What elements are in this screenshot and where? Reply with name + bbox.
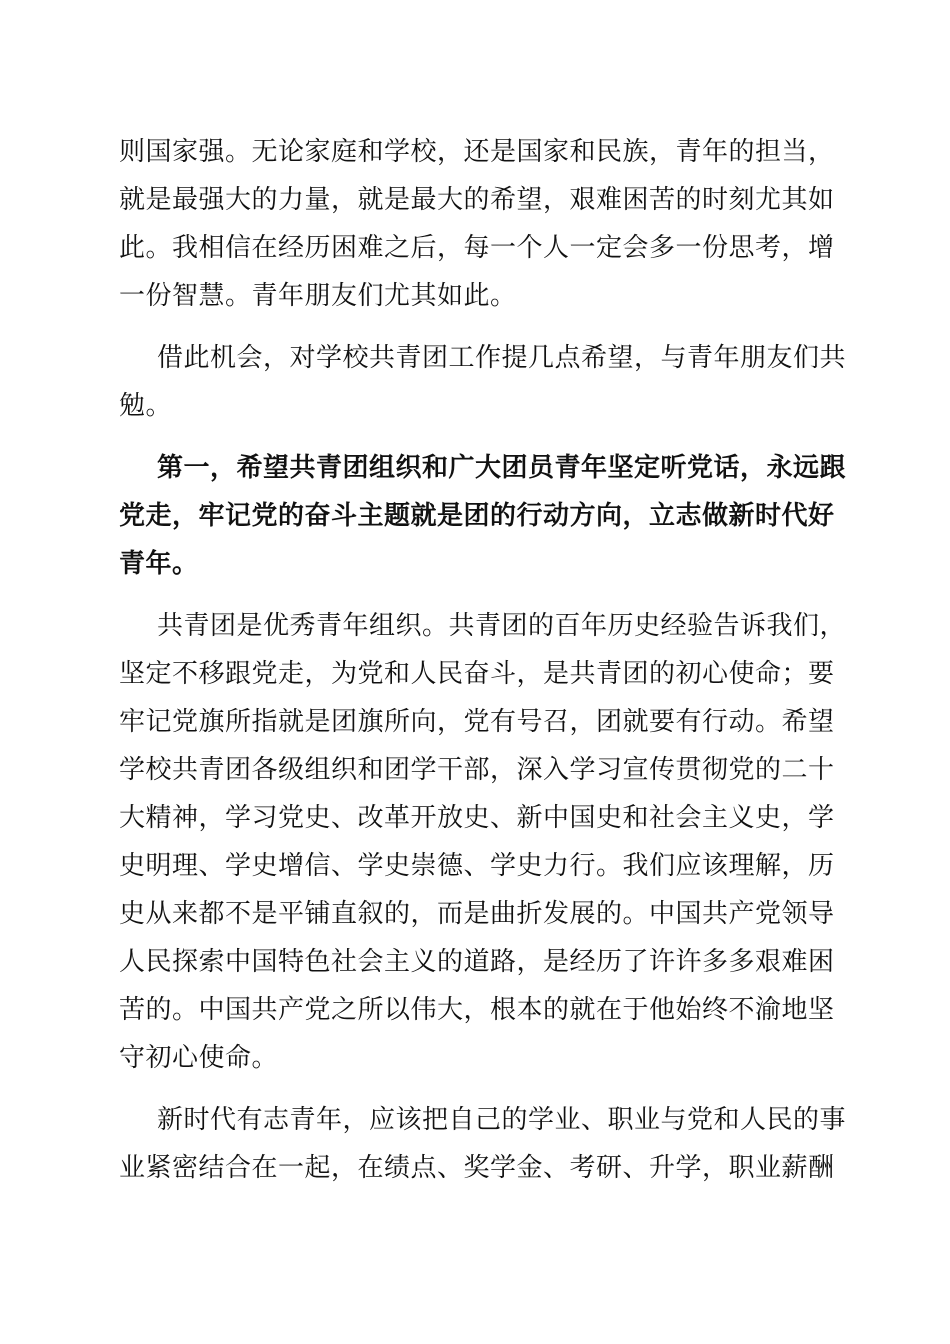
section-heading-1 bbox=[119, 444, 847, 588]
text-line: 史从来都不是平铺直叙的，而是曲折发展的。中国共产党领导 bbox=[119, 899, 835, 929]
paragraph-gap bbox=[119, 1082, 831, 1096]
text-line: 苦的。中国共产党之所以伟大，根本的就在于他始终不渝地坚 bbox=[119, 995, 835, 1025]
text-line: 一份智慧。青年朋友们尤其如此。 bbox=[119, 281, 517, 311]
paragraph-gap bbox=[119, 588, 831, 602]
paragraph-4 bbox=[119, 1096, 847, 1192]
text-line: 史明理、学史增信、学史崇德、学史力行。我们应该理解，历 bbox=[119, 851, 835, 881]
text-line: 此。我相信在经历困难之后，每一个人一定会多一份思考，增 bbox=[119, 233, 835, 263]
text-line: 就是最强大的力量，就是最大的希望，艰难困苦的时刻尤其如 bbox=[119, 185, 835, 215]
text-line: 人民探索中国特色社会主义的道路，是经历了许许多多艰难困 bbox=[119, 947, 835, 977]
text-line: 借此机会，对学校共青团工作提几点希望，与青年朋友们共 bbox=[157, 343, 847, 373]
text-line: 新时代有志青年，应该把自己的学业、职业与党和人民的事 bbox=[157, 1105, 847, 1135]
paragraph-1 bbox=[119, 128, 835, 320]
text-line: 牢记党旗所指就是团旗所向，党有号召，团就要有行动。希望 bbox=[119, 707, 835, 737]
document-body bbox=[119, 128, 847, 1192]
text-line: 共青团是优秀青年组织。共青团的百年历史经验告诉我们， bbox=[157, 611, 847, 641]
text-line: 守初心使命。 bbox=[119, 1043, 279, 1073]
text-line: 业紧密结合在一起，在绩点、奖学金、考研、升学，职业薪酬 bbox=[119, 1153, 835, 1183]
text-line: 勉。 bbox=[119, 391, 173, 421]
paragraph-3 bbox=[119, 602, 847, 1082]
heading-line: 青年。 bbox=[119, 549, 199, 579]
text-line: 坚定不移跟党走，为党和人民奋斗，是共青团的初心使命；要 bbox=[119, 659, 835, 689]
paragraph-gap bbox=[119, 320, 831, 334]
heading-line: 第一，希望共青团组织和广大团员青年坚定听党话，永远跟 bbox=[157, 453, 847, 483]
text-line: 学校共青团各级组织和团学干部，深入学习宣传贯彻党的二十 bbox=[119, 755, 835, 785]
paragraph-2 bbox=[119, 334, 847, 430]
text-line: 大精神，学习党史、改革开放史、新中国史和社会主义史，学 bbox=[119, 803, 835, 833]
paragraph-gap bbox=[119, 430, 831, 444]
text-line: 则国家强。无论家庭和学校，还是国家和民族，青年的担当， bbox=[119, 137, 835, 167]
heading-line: 党走，牢记党的奋斗主题就是团的行动方向，立志做新时代好 bbox=[119, 501, 835, 531]
